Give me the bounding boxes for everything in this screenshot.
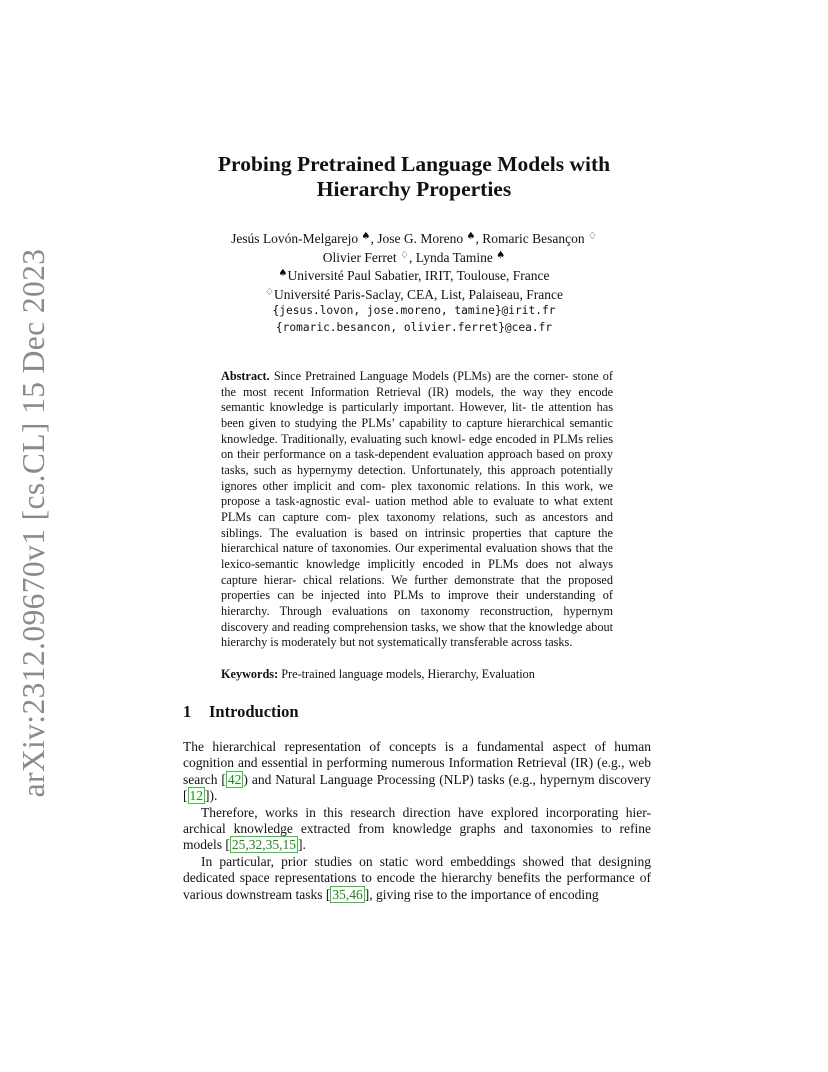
email-irit: {jesus.lovon, jose.moreno, tamine}@irit.fr bbox=[272, 304, 556, 317]
paragraph-3-text-b: ], giving rise to the importance of encoding bbox=[364, 886, 599, 902]
author-lovon: Jesús Lovón-Melgarejo bbox=[231, 231, 359, 246]
affiliation-cea-text: Université Paris-Saclay, CEA, List, Palaiseau, France bbox=[274, 286, 563, 302]
paper-title bbox=[120, 152, 708, 202]
citation-link[interactable]: 12 bbox=[189, 788, 203, 804]
section-body bbox=[183, 739, 651, 903]
author-besancon: Romaric Besançon bbox=[482, 231, 585, 246]
spade-symbol: ♠ bbox=[278, 268, 288, 279]
paragraph-3-text-a: In particular, prior studies on static word embeddings showed that designing dedicated space representations to encode the hierarchy benefits the performance of various downstream tasks bbox=[183, 853, 651, 902]
abstract bbox=[221, 369, 613, 651]
spade-symbol: ♠ bbox=[361, 231, 371, 242]
email-cea: {romaric.besancon, olivier.ferret}@cea.fr bbox=[275, 320, 553, 334]
abstract-label: Abstract. bbox=[221, 369, 270, 383]
paper-title-line-2: Hierarchy Properties bbox=[316, 177, 512, 201]
keywords-text: Pre-trained language models, Hierarchy, Evaluation bbox=[281, 667, 535, 681]
paragraph-2-text-b: ]. bbox=[298, 837, 306, 853]
paragraph-2-text-a: Therefore, works in this research direction have explored incorporating hier- archical knowledge extracted from knowledge graphs and taxonomies to refine models bbox=[183, 804, 651, 853]
paragraph-1-text-c: ). bbox=[209, 788, 218, 804]
citation-link[interactable]: 35,46 bbox=[332, 886, 363, 902]
paper-title-line-1: Probing Pretrained Language Models with bbox=[217, 152, 611, 176]
abstract-text: Since Pretrained Language Models (PLMs) are the corner- stone of the most recent Information Retrieval (IR) models, the way they encode semantic knowledge is particularly important. However, lit- tle attention has been given to studying the PLMs’ capability to capture hierarchical semantic knowledge. Traditionally, evaluating such knowl- edge encoded in PLMs relies on their performance on a task-dependent evaluation approach based on proxy tasks, such as hypernymy detection. Unfortunately, this approach potentially ignores other implicit and com- plex taxonomic relations. In this work, we propose a task-agnostic eval- uation method able to evaluate to what extent PLMs can capture com- plex taxonomy relations, such as ancestors and siblings. The evaluation is based on intrinsic properties that capture the hierarchical nature of taxonomies. Our experimental evaluation shows that the lexico-semantic knowledge implicitly encoded in PLMs does not always capture hierar- chical relations. We further demonstrate that the proposed properties can be injected into PLMs to improve their understanding of hierarchy. Through evaluations on taxonomy reconstruction, hypernym discovery and reading comprehension tasks, we show that the knowledge about hierarchy is moderately but not systematically transferable across tasks. bbox=[221, 369, 614, 650]
spade-symbol: ♠ bbox=[496, 249, 506, 261]
keywords bbox=[221, 666, 613, 682]
author-line-1: Jesús Lovón-Melgarejo ♠, Jose G. Moreno ♠, Romaric Besançon ♢ bbox=[231, 231, 597, 246]
affiliation-irit-text: Université Paul Sabatier, IRIT, Toulouse, France bbox=[287, 268, 550, 283]
paragraph-1: The hierarchical representation of concepts is a fundamental aspect of human cognition and essential in performing numerous Information Retrieval (IR) (e.g., web search [ 42 ) and Natural Language Processing (NLP) tasks (e.g., hypernym discovery [ 12 ]). bbox=[183, 739, 651, 804]
paragraph-2: Therefore, works in this research direction have explored incorporating hier- archical knowledge extracted from knowledge graphs and taxonomies to refine models [ 25,32,35,15 ]. bbox=[183, 804, 651, 853]
paragraph-1-text-b: ) and Natural Language Processing (NLP) tasks (e.g., hypernym discovery bbox=[243, 771, 651, 787]
citation-link[interactable]: 42 bbox=[227, 771, 242, 787]
paragraph-3: In particular, prior studies on static word embeddings showed that designing dedicated space representations to encode the hierarchy benefits the performance of various downstream tasks [ 35,46 ], giving rise to the importance of encoding bbox=[183, 853, 651, 902]
affiliation-irit bbox=[120, 266, 708, 285]
author-moreno: Jose G. Moreno bbox=[377, 231, 464, 246]
diamond-symbol: ♢ bbox=[400, 249, 409, 261]
spade-symbol: ♠ bbox=[466, 231, 476, 242]
citation-link[interactable]: 25,32,35,15 bbox=[231, 837, 296, 853]
section-number: 1 bbox=[183, 702, 192, 721]
keywords-label: Keywords: bbox=[221, 667, 279, 681]
author-line-2: Olivier Ferret ♢, Lynda Tamine ♠ bbox=[322, 249, 506, 265]
section-heading bbox=[183, 702, 299, 722]
section-title: Introduction bbox=[209, 702, 299, 721]
author-block bbox=[120, 229, 708, 336]
diamond-symbol: ♢ bbox=[265, 286, 275, 298]
arxiv-identifier-sidebar bbox=[4, 248, 64, 798]
paragraph-1-text-a: The hierarchical representation of concepts is a fundamental aspect of human cognition and essential in performing numerous Information Retrieval (IR) (e.g., web search bbox=[183, 739, 651, 787]
affiliation-cea bbox=[120, 285, 708, 304]
arxiv-identifier: arXiv:2312.09670v1 [cs.CL] 15 Dec 2023 bbox=[16, 248, 51, 798]
author-tamine: Lynda Tamine bbox=[415, 249, 493, 265]
diamond-symbol: ♢ bbox=[587, 231, 597, 242]
author-ferret: Olivier Ferret bbox=[322, 249, 397, 265]
